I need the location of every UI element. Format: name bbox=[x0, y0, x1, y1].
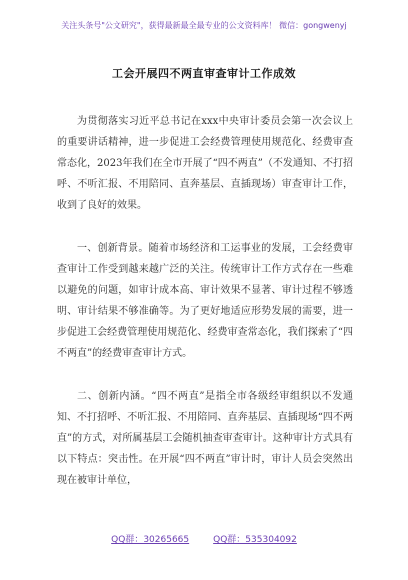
header-banner: 关注头条号"公文研究"，获得最新最全最专业的公文资料库！ 微信：gongwenyj bbox=[61, 21, 347, 30]
footer-qq-group-1: QQ群：30265665 bbox=[111, 535, 190, 545]
paragraph-intro: 为贯彻落实习近平总书记在xxx中央审计委员会第一次会议上的重要讲话精神，进一步促进工会经费管理使用规范化、经费审查常态化，2023年我们在全市开展了“四不两直”（不发通知、不打招呼、不听汇报、不用陪同、直奔基层、直插现场）审查审计工作，收到了良好的效果。 bbox=[57, 116, 353, 211]
footer-qq-group-2: QQ群：535304092 bbox=[213, 535, 297, 545]
paragraph-background: 一、创新背景。随着市场经济和工运事业的发展，工会经费审查审计工作受到越来越广泛的关注。传统审计工作方式存在一些难以避免的问题，如审计成本高、审计效果不显著、审计过程不够透明、审计结果不够准确等。为了更好地适应形势发展的需要，进一步促进工会经费管理使用规范化、经费审查常态化，我们探索了“四不两直”的经费审查审计方式。 bbox=[57, 243, 353, 359]
document-body bbox=[57, 111, 353, 491]
paragraph-connotation: 二、创新内涵。“四不两直”是指全市各级经审组织以不发通知、不打招呼、不听汇报、不用陪同、直奔基层、直插现场“四不两直”的方式，对所属基层工会随机抽查审查审计。这种审计方式具有以下特点：突击性。在开展“四不两直”审计时，审计人员会突然出现在被审计单位， bbox=[57, 391, 353, 486]
footer bbox=[0, 532, 408, 545]
document-title: 工会开展四不两直审查审计工作成效 bbox=[112, 67, 296, 80]
